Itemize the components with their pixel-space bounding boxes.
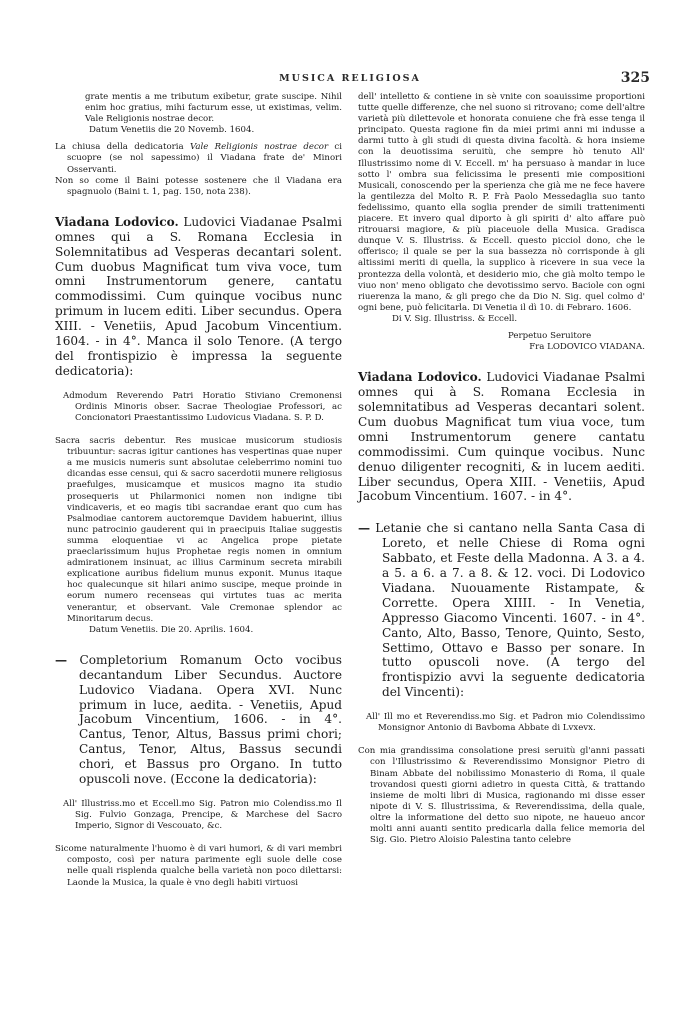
editor-note-quote: Vale Religionis nostrae decor xyxy=(189,142,329,153)
page-number: 325 xyxy=(620,70,650,86)
entry-text-3: Ludovici Viadanae Psalmi omnes qui à S. Romana Ecclesia in solemnitatibus ad Vesperas decantari solent. Cum duobus Magnificat tum viua voce, tum omni Instrumentorum genere cantatu commodissimi. Cum quinque vocibus. Nunc denuo diligenter recogniti, & in lucem aediti. Liber secundus, Opera XIII. - Venetiis, Apud Jacobum Vincentium. 1607. - in 4°. xyxy=(358,370,646,504)
entry-author: Viadana Lodovico. xyxy=(55,214,179,229)
dedication-continued: dell' intelletto & contiene in sè vnite con soauissime proportioni tutte quelle differenze, che nel suono si ritrovano; come dell'altre varietà più dilettevole et honorata conuiene che frà esse tenga il principato. Questa ragione fin da miei primi anni mi indusse a darmi tutto à gli studi di questa divina facoltà. & hora insieme con la deuotissima seruitù, che sempre hò tenuto All' Illustrissimo nome di V. Eccell. m' ha persuaso à mandar in luce sotto l' ombra sua felicissima le presenti mie compositioni Musicali, conoscendo per la sperienza che già me ne fece havere la gentilezza del Molto R. P. Frà Paolo Messedaglia suo tanto fedelissimo, quanto ella soglia prender de simili trattenimenti piacere. Et invero qual diporto à gli spiriti d' alto affare può ritrouarsi magiore, & più piaceuole della Musica. Gradisca dunque V. S. Illustriss. & Eccell. questo picciol dono, che le offerisco; il quale se per la sua bassezza nò corrisponde à gli altissimi meriti di quella, la supplico à ricevere in sua vece la prontezza della volontà, et desiderio mio, che già molto tempo le viuo non' meno obligato che devotissimo servo. Baciole con ogni riuerenza la mano, & gli prego che da Dio N. Sig. quel colmo d' ogni bene, può felicitarla. Di Venetia il dì 10. di Febraro. 1606. xyxy=(358,92,645,313)
catalog-entry-2 xyxy=(55,653,342,787)
dedication-address-4: All' Ill mo et Reverendiss.mo Sig. et Padron mio Colendissimo Monsignor Antonio di Bavboma Abbate di Lvxevx. xyxy=(366,712,645,734)
dedication-address-2: All' Illustriss.mo et Eccell.mo Sig. Patron mio Colendiss.mo Il Sig. Fulvio Gonzaga, Prencipe, & Marchese del Sacro Imperio, Signor di Vescouato, &c. xyxy=(63,798,342,832)
entry-dash: — xyxy=(55,652,68,667)
dedication-address: Admodum Reverendo Patri Horatio Stiviano Cremonensi Ordinis Minoris obser. Sacrae Theologiae Professori, ac Concionatori Praestantissimo Ludovicus Viadana. S. P. D. xyxy=(63,390,342,423)
catalog-entry xyxy=(55,215,342,379)
entry-text-4: Letanie che si cantano nella Santa Casa di Loreto, et nelle Chiese di Roma ogni Sabbato, et Feste della Madonna. A 3. a 4. a 5. a 6. a 7. a 8. & 12. voci. Di Lodovico Viadana. Nuouamente Ristampate, & Corrette. Opera XIIII. - In Venetia, Appresso Giacomo Vincenti. 1607. - in 4°. Canto, Alto, Basso, Tenore, Quinto, Sesto, Settimo, Ottavo e Basso per sonare. In tutto opuscoli nove. (A tergo del frontispizio avvi la seguente dedicatoria del Vincenti): xyxy=(370,521,645,700)
dedication-signature: Di V. Sig. Illustriss. & Eccell. xyxy=(392,313,518,324)
running-title: MUSICA RELIGIOSA xyxy=(279,73,421,84)
closing-salutation: Perpetuo Seruitore xyxy=(508,330,592,341)
entry-text-2: Completorium Romanum Octo vocibus decantandum Liber Secundus. Auctore Ludovico Viadana. Opera XVI. Nunc primum in luce, aedita. - Venetiis, Apud Jacobum Vincentium, 1606. - in 4°. Cantus, Tenor, Altus, Bassus primi chori; Cantus, Tenor, Altus, Bassus secundi chori, et Bassus pro Organo. In tutto opuscoli nove. (Eccone la dedicatoria): xyxy=(67,652,342,787)
dedication-date-2: Datum Venetiis. Die 20. Aprilis. 1604. xyxy=(89,624,254,635)
dedication-text: Sacra sacris debentur. Res musicae musicorum studiosis tribuuntur: sacras igitur cantiones has vespertinas quae nuper a me musicis numeris sunt absolutae celeberrimo nomini tuo dicandas esse censui, qui & sacro sacerdotii munere religiosus praefulges, musicamque et musicos magno ita studio prosequeris ut Philarmonici nomen non indigne tibi vindicaveris, et eo magis tibi sacrandae erant quo cum has Psalmodiae cantorem auctoremque Davidem habuerint, illius nunc patrocinio gauderent qui in praecipuis Italiae suggestis summa eloquentiae vi ac Angelica prope pietate praeclarissimum hujus Prophetae regis nomen in omnium admirationem insinuat, ac illius Carminum secreta mirabili explicatione auribus fidelium munus exponit. Munus itaque hoc qualecunque sit hilari animo suscipe, meque proinde in eorum numero recenseas qui virtutes tuas ac merita venerantur, et observant. Vale Cremonae splendor ac Minoritarum decus. xyxy=(55,436,342,624)
entry-author-3: Viadana Lodovico. xyxy=(358,370,482,385)
page-header xyxy=(50,70,650,92)
editor-note-post: ci scuopre (se nol sapessimo) il Viadana frate de' Minori Osservanti. xyxy=(67,142,342,175)
editor-note-2: Non so come il Baini potesse sostenere che il Viadana era spagnuolo (Baini t. 1, pag. 150, nota 238). xyxy=(55,175,342,197)
closing-signature: Fra LODOVICO VIADANA. xyxy=(529,342,645,353)
dedication-text-4: Con mia grandissima consolatione presi seruitù gl'anni passati con l'Illustrissimo & Reverendissimo Monsignor Pietro di Binam Abbate del nobilissimo Monasterio di Roma, il quale trovandosi questi giorni adietro in questa Città, & trattando insieme de molti libri di Musica, ragionando mi disse esser nipote di V. S. Illustrissima, & Reverendissima, della quale, oltre la informatione del detto suo nipote, ne haueuo ancor molti anni auanti sentito predicarla dalla felice memoria del Sig. Gio. Pietro Aloisio Palestina tanto celebre xyxy=(358,746,645,846)
right-column xyxy=(358,92,645,846)
dedication-date: Datum Venetiis die 20 Novemb. 1604. xyxy=(89,125,255,136)
editor-note-pre: La chiusa della dedicatoria xyxy=(55,142,190,153)
editor-note xyxy=(55,142,342,175)
entry-text: Ludovici Viadanae Psalmi omnes qui a S. Romana Ecclesia in Solemnitatibus ad Vesperas decantari solent. Cum duobus Magnificat tum viva voce, tum omni Instrumentorum genere, cantatu commodissimi. Cum quinque vocibus nunc primum in lucem editi. Liber secundus. Opera XIII. - Venetiis, Apud Jacobum Vincentium. 1604. - in 4°. Manca il solo Tenore. (A tergo del frontispizio è impressa la seguente dedicatoria): xyxy=(55,214,343,378)
dedication-text-2: Sicome naturalmente l'huomo è di vari humori, & di vari membri composto, così per natura parimente egli suole delle cose nelle quali risplenda qualche bella varietà non poco dilettarsi: Laonde la Musica, la quale è vno degli habiti virtuosi xyxy=(55,844,342,888)
dedication-ending: grate mentis a me tributum exibetur, grate suscipe. Nihil enim hoc gratius, mihi facturum esse, ut existimas, velim. Vale Religionis nostrae decor. xyxy=(85,92,342,125)
left-column xyxy=(55,92,342,889)
entry-dash-4: — xyxy=(358,521,371,536)
catalog-entry-4 xyxy=(358,521,645,700)
catalog-entry-3 xyxy=(358,370,645,504)
